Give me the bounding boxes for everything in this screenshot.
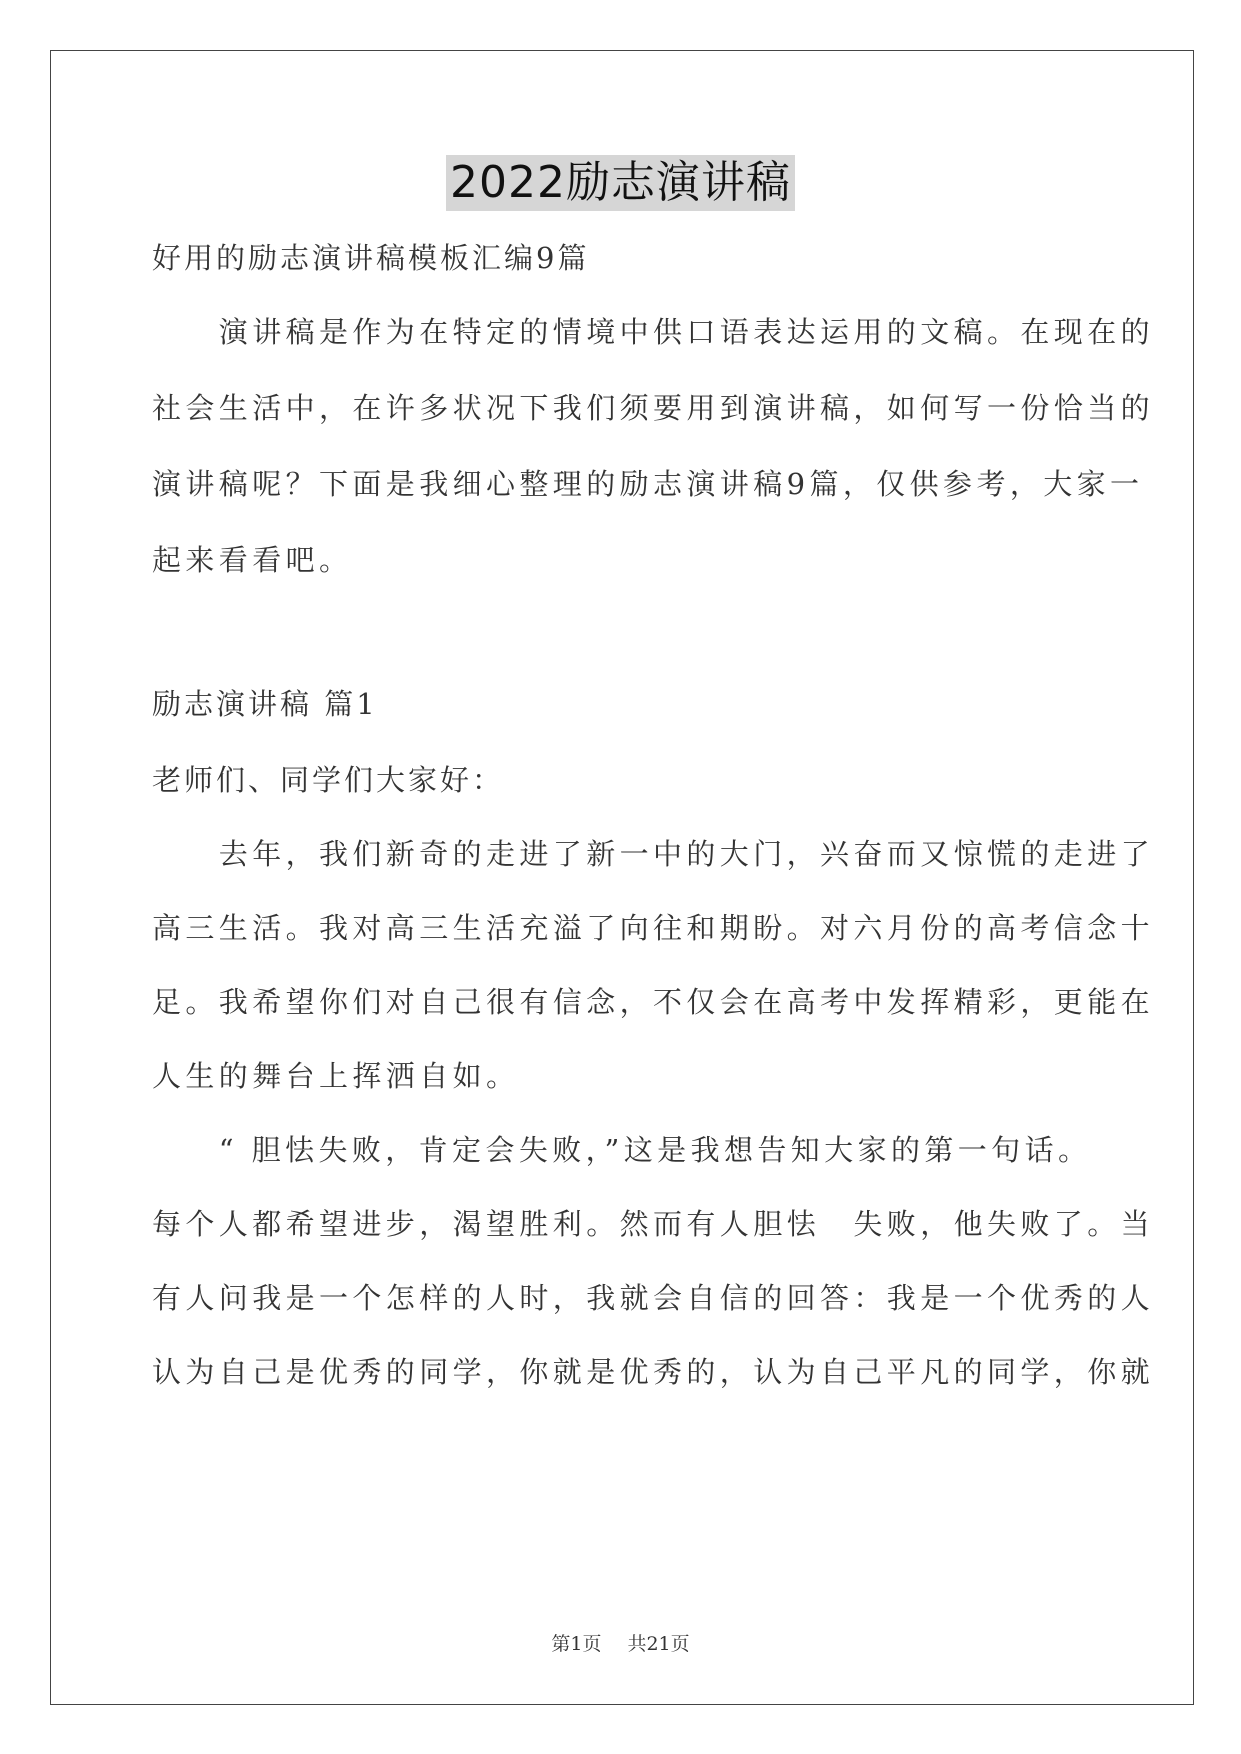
paragraph-line: 人生的舞台上挥洒自如。 [152, 1059, 520, 1093]
paragraph-line: 有人问我是一个怎样的人时，我就会自信的回答：我是一个优秀的人 [152, 1281, 1155, 1315]
paragraph-line: 每个人都希望进步，渴望胜利。然而有人胆怯 失败，他失败了。当 [152, 1207, 1155, 1241]
page-number: 第1页 [551, 1633, 602, 1655]
paragraph-line: 社会生活中，在许多状况下我们须要用到演讲稿，如何写一份恰当的 [152, 391, 1155, 425]
page-footer [0, 1629, 1241, 1656]
page-total: 共21页 [627, 1633, 690, 1655]
paragraph-line: 演讲稿是作为在特定的情境中供口语表达运用的文稿。在现在的 [152, 315, 1155, 349]
paragraph-line: 高三生活。我对高三生活充溢了向往和期盼。对六月份的高考信念十 [152, 911, 1155, 945]
document-title: 2022励志演讲稿 [446, 155, 795, 211]
paragraph-line: 起来看看吧。 [152, 543, 353, 577]
paragraph-line: 去年，我们新奇的走进了新一中的大门，兴奋而又惊慌的走进了 [152, 837, 1155, 871]
paragraph-line: 演讲稿呢？下面是我细心整理的励志演讲稿9篇，仅供参考，大家一 [152, 467, 1144, 501]
paragraph-line: 认为自己是优秀的同学，你就是优秀的，认为自己平凡的同学，你就 [152, 1355, 1155, 1389]
page-border [50, 50, 1194, 1705]
document-subtitle: 好用的励志演讲稿模板汇编9篇 [152, 241, 590, 275]
paragraph-line: “ 胆怯失败，肯定会失败，”这是我想告知大家的第一句话。 [152, 1133, 1092, 1167]
title-container [0, 155, 1241, 211]
section-heading: 励志演讲稿 篇1 [152, 687, 378, 721]
salutation: 老师们、同学们大家好： [152, 763, 505, 797]
paragraph-line: 足。我希望你们对自己很有信念，不仅会在高考中发挥精彩，更能在 [152, 985, 1155, 1019]
